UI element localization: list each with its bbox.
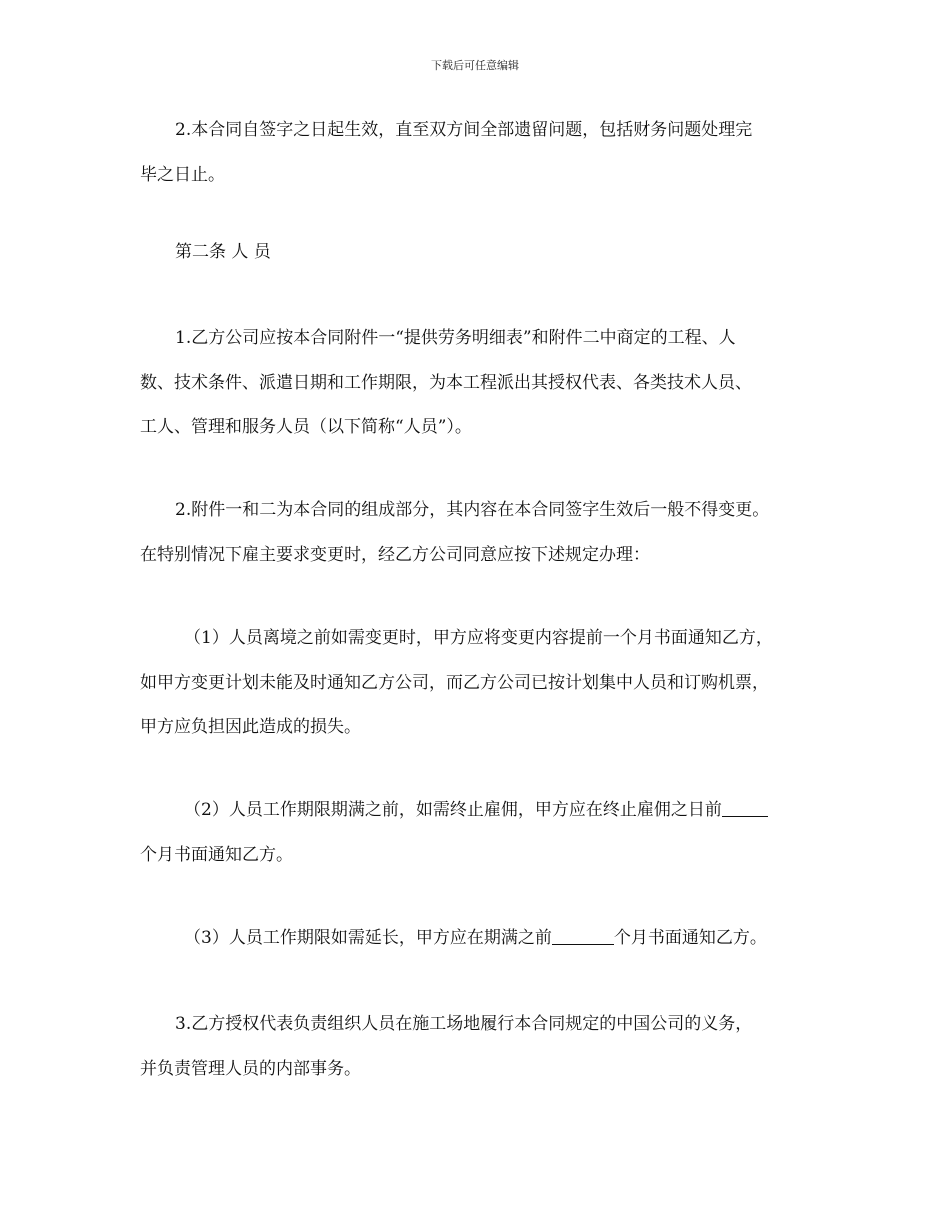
paragraph-annex-changes — [140, 488, 769, 577]
paragraph-line: 甲方应负担因此造成的损失。 — [140, 717, 361, 737]
section-title — [140, 230, 271, 275]
paragraph-clause-3 — [140, 916, 767, 961]
paragraph-line: 2.附件一和二为本合同的组成部分，其内容在本合同签字生效后一般不得变更。 — [175, 500, 770, 520]
paragraph-line: （1）人员离境之前如需变更时，甲方应将变更内容提前一个月书面通知乙方， — [184, 628, 773, 648]
paragraph-line: 2.本合同自签字之日起生效，直至双方间全部遗留问题，包括财务问题处理完 — [175, 120, 753, 140]
paragraph-line: 工人、管理和服务人员（以下简称“人员”）。 — [140, 417, 472, 437]
paragraph-line: 如甲方变更计划未能及时通知乙方公司，而乙方公司已按计划集中人员和订购机票， — [140, 672, 769, 693]
paragraph-line: 在特别情况下雇主要求变更时，经乙方公司同意应按下述规定办理： — [140, 544, 650, 565]
paragraph-line: 毕之日止。 — [140, 164, 225, 185]
paragraph-line: 3.乙方授权代表负责组织人员在施工场地履行本合同规定的中国公司的义务， — [175, 1014, 753, 1034]
header-note: 下载后可任意编辑 — [431, 59, 519, 72]
paragraph-representative — [140, 1002, 752, 1091]
paragraph-line: 数、技术条件、派遣日期和工作期限，为本工程派出其授权代表、各类技术人员、 — [140, 372, 752, 393]
paragraph-line: 1.乙方公司应按本合同附件一“提供劳务明细表”和附件二中商定的工程、人 — [175, 328, 736, 348]
clause-3-text: （3）人员工作期限如需延长，甲方应在期满之前 — [184, 928, 552, 948]
clause-2-text: （2）人员工作期限期满之前，如需终止雇佣，甲方应在终止雇佣之日前 — [184, 800, 722, 820]
paragraph-line — [140, 788, 768, 833]
paragraph-line: 并负责管理人员的内部事务。 — [140, 1058, 361, 1079]
paragraph-line: 个月书面通知乙方。 — [140, 844, 293, 865]
paragraph-personnel-dispatch — [140, 316, 752, 450]
clause-3-text-after: 个月书面通知乙方。 — [613, 928, 767, 948]
paragraph-clause-1 — [140, 616, 773, 750]
paragraph-clause-2 — [140, 788, 768, 877]
section-title-text: 第二条 人 员 — [175, 242, 271, 262]
fill-in-blank[interactable] — [552, 927, 614, 945]
paragraph-effective-date — [140, 108, 752, 197]
paragraph-line — [140, 916, 767, 961]
fill-in-blank[interactable] — [722, 799, 768, 817]
